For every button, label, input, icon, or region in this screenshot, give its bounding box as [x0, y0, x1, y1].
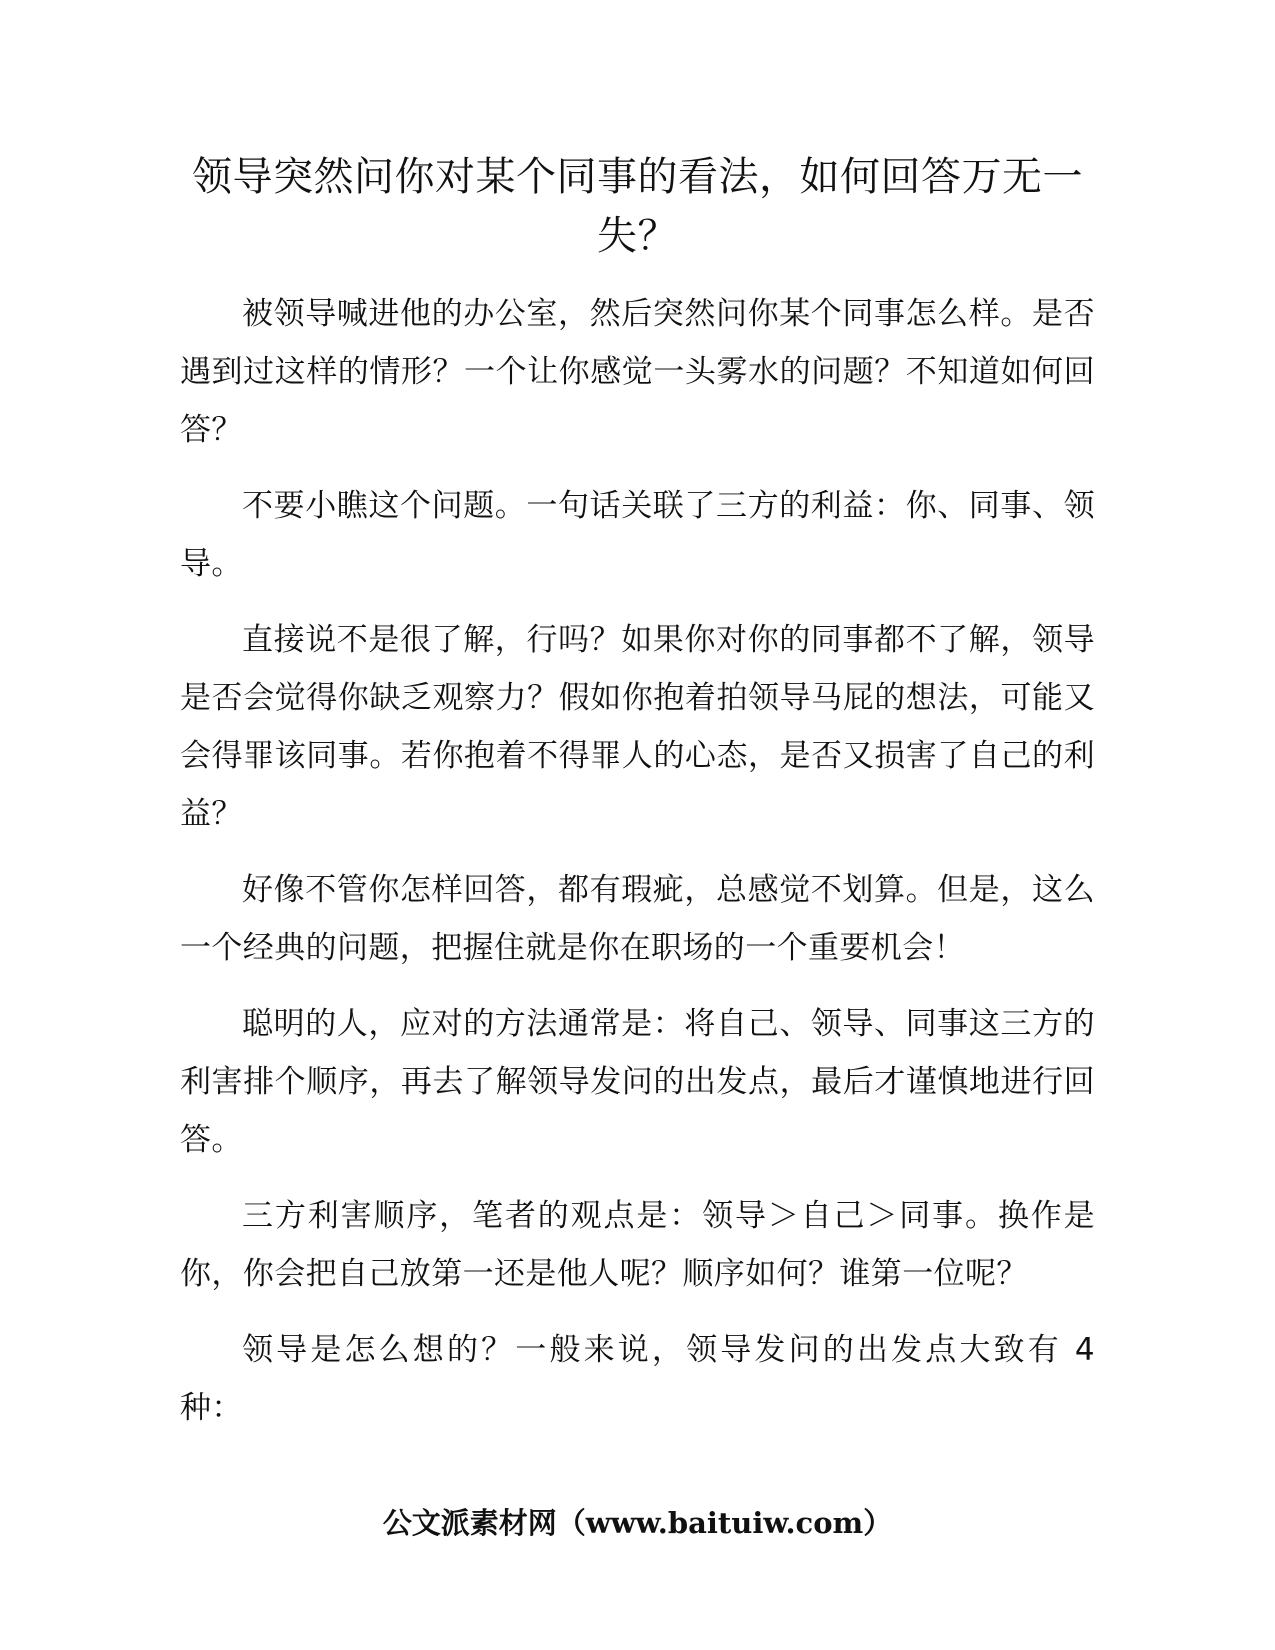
paragraph: 三方利害顺序，笔者的观点是：领导＞自己＞同事。换作是你，你会把自己放第一还是他人呢？顺序如何？谁第一位呢？	[180, 1198, 1095, 1292]
paragraph: 聪明的人，应对的方法通常是：将自己、领导、同事这三方的利害排个顺序，再去了解领导发问的出发点，最后才谨慎地进行回答。	[180, 1006, 1095, 1158]
paragraph: 直接说不是很了解，行吗？如果你对你的同事都不了解，领导是否会觉得你缺乏观察力？假如你抱着拍领导马屁的想法，可能又会得罪该同事。若你抱着不得罪人的心态，是否又损害了自己的利益？	[180, 622, 1095, 832]
document-title: 领导突然问你对某个同事的看法，如何回答万无一失？	[192, 154, 1083, 259]
document-body	[180, 285, 1095, 1455]
paragraph: 被领导喊进他的办公室，然后突然问你某个同事怎么样。是否遇到过这样的情形？一个让你感觉一头雾水的问题？不知道如何回答？	[180, 296, 1095, 448]
page-footer: 公文派素材网（www.baituiw.com）	[382, 1506, 893, 1540]
paragraph: 好像不管你怎样回答，都有瑕疵，总感觉不划算。但是，这么一个经典的问题，把握住就是你在职场的一个重要机会！	[180, 872, 1095, 966]
paragraph: 不要小瞧这个问题。一句话关联了三方的利益：你、同事、领导。	[180, 488, 1095, 582]
paragraph: 领导是怎么想的？一般来说，领导发问的出发点大致有 4 种：	[180, 1332, 1095, 1426]
